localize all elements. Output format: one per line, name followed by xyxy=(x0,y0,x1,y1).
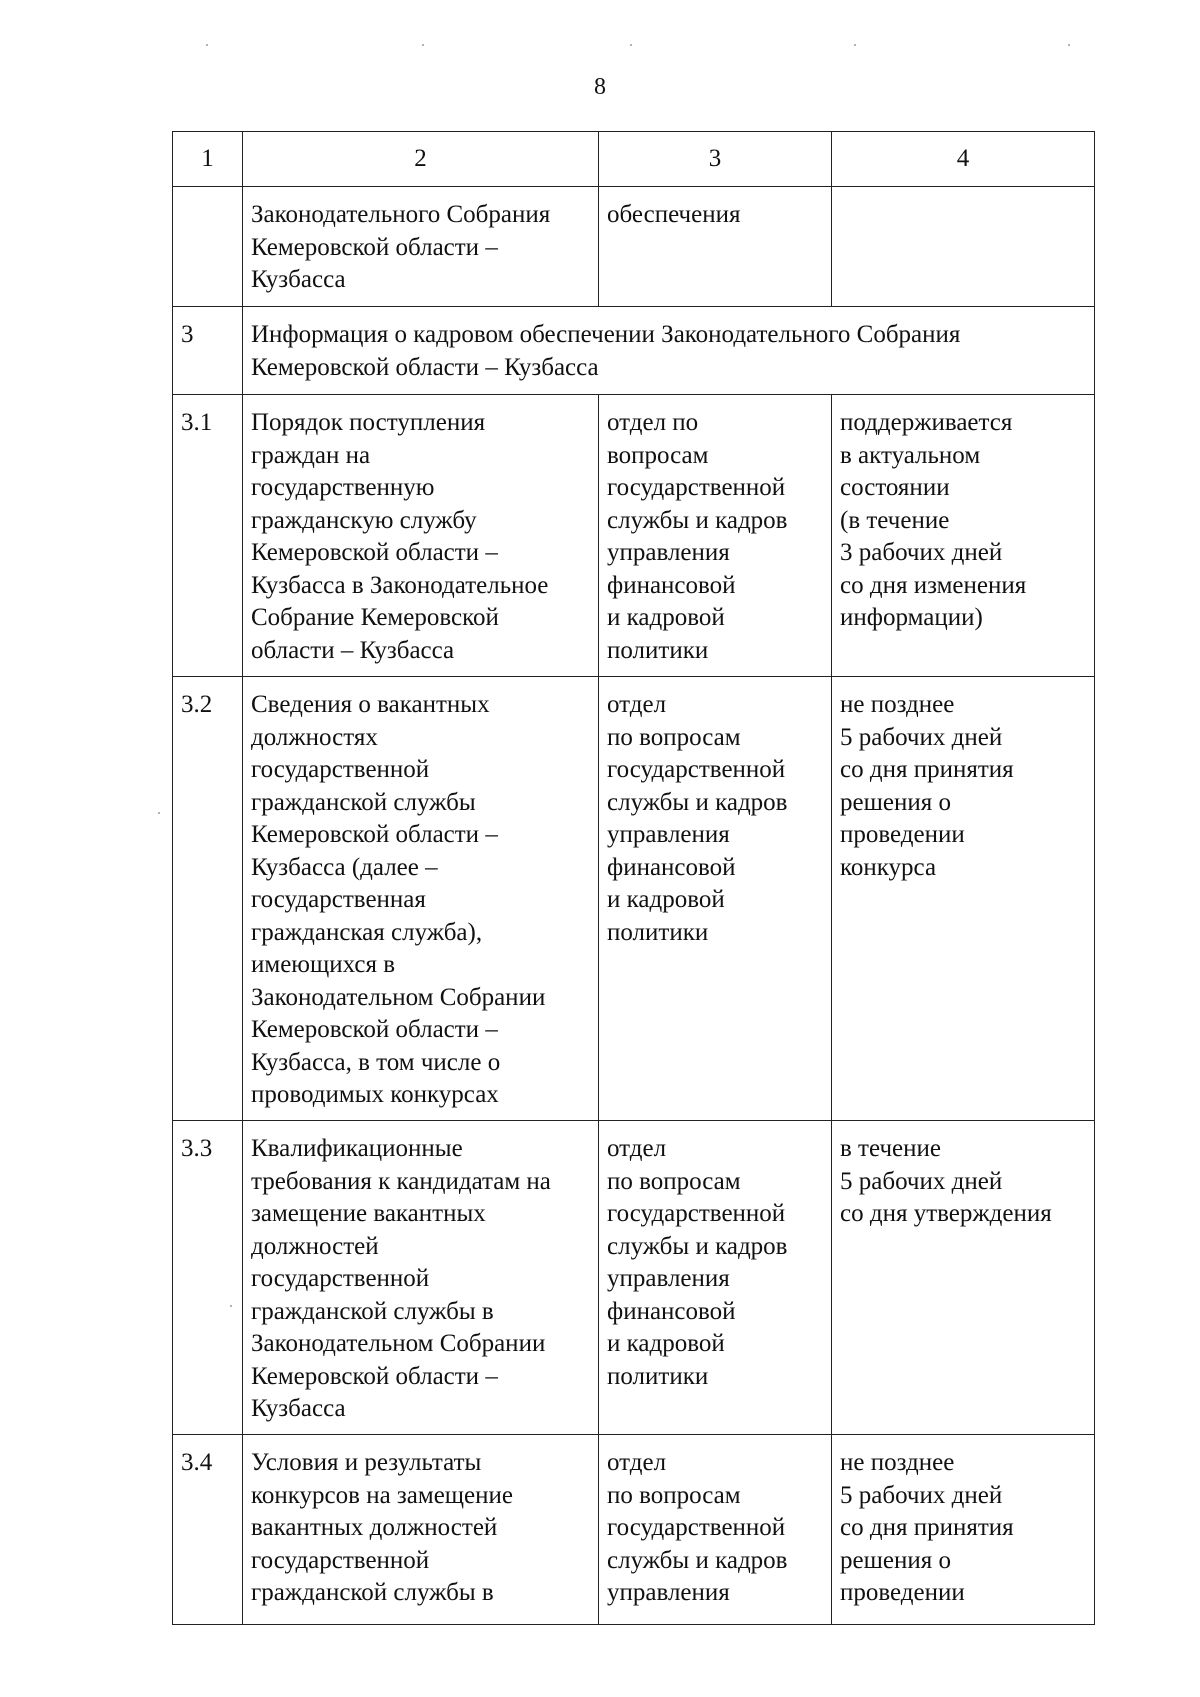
scan-speck xyxy=(206,44,208,46)
scan-speck xyxy=(1068,44,1070,46)
row-responsible: отдел по вопросам государственной службы и кадров управления xyxy=(599,1435,832,1625)
row-title: Законодательного Собрания Кемеровской области – Кузбасса xyxy=(243,187,599,307)
table-section-row xyxy=(173,307,1095,395)
column-number-1: 1 xyxy=(173,132,243,187)
row-responsible: обеспечения xyxy=(599,187,832,307)
column-number-2: 2 xyxy=(243,132,599,187)
row-deadline: в течение 5 рабочих дней со дня утверждения xyxy=(832,1121,1095,1435)
section-number: 3 xyxy=(173,307,243,395)
table-row xyxy=(173,1121,1095,1435)
table-header-row xyxy=(173,132,1095,187)
row-deadline: не позднее 5 рабочих дней со дня принятия решения о проведении конкурса xyxy=(832,677,1095,1121)
section-title: Информация о кадровом обеспечении Законодательного Собрания Кемеровской области – Кузбасса xyxy=(243,307,1095,395)
table-row xyxy=(173,677,1095,1121)
row-deadline: не позднее 5 рабочих дней со дня принятия решения о проведении xyxy=(832,1435,1095,1625)
row-deadline xyxy=(832,187,1095,307)
row-title: Порядок поступления граждан на государственную гражданскую службу Кемеровской области – Кузбасса в Законодательное Собрание Кемеровской области – Кузбасса xyxy=(243,395,599,677)
page-number: 8 xyxy=(594,74,606,100)
row-number: 3.2 xyxy=(173,677,243,1121)
scan-speck xyxy=(630,44,632,46)
row-title: Квалификационные требования к кандидатам на замещение вакантных должностей государственной гражданской службы в Законодательном Собрании Кемеровской области – Кузбасса xyxy=(243,1121,599,1435)
row-responsible: отдел по вопросам государственной службы и кадров управления финансовой и кадровой политики xyxy=(599,677,832,1121)
row-deadline: поддерживается в актуальном состоянии (в течение 3 рабочих дней со дня изменения информации) xyxy=(832,395,1095,677)
row-title: Сведения о вакантных должностях государственной гражданской службы Кемеровской области – Кузбасса (далее – государственная гражданская служба), имеющихся в Законодательном Собрании Кемеровской области – Кузбасса, в том числе о проводимых конкурсах xyxy=(243,677,599,1121)
scan-speck xyxy=(422,44,424,46)
row-responsible: отдел по вопросам государственной службы и кадров управления финансовой и кадровой политики xyxy=(599,1121,832,1435)
scan-speck xyxy=(854,44,856,46)
row-number xyxy=(173,187,243,307)
row-number: 3.1 xyxy=(173,395,243,677)
table-row xyxy=(173,1435,1095,1625)
row-responsible: отдел по вопросам государственной службы и кадров управления финансовой и кадровой политики xyxy=(599,395,832,677)
row-title: Условия и результаты конкурсов на замещение вакантных должностей государственной гражданской службы в xyxy=(243,1435,599,1625)
row-number: 3.3 xyxy=(173,1121,243,1435)
column-number-4: 4 xyxy=(832,132,1095,187)
table-row xyxy=(173,395,1095,677)
scan-speck xyxy=(158,812,160,814)
row-number: 3.4 xyxy=(173,1435,243,1625)
table-row xyxy=(173,187,1095,307)
column-number-3: 3 xyxy=(599,132,832,187)
document-table xyxy=(172,131,1095,1625)
